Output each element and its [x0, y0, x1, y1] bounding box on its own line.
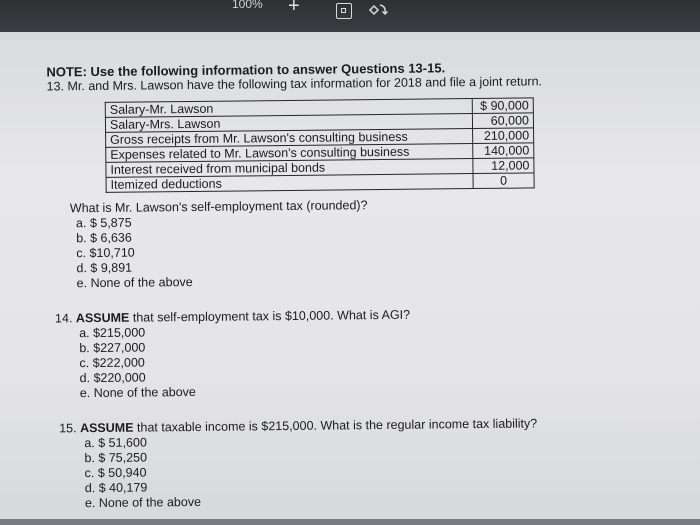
answer-option: e. None of the above [79, 384, 196, 401]
answer-option: c. $ 50,940 [84, 465, 147, 481]
question-text: that taxable income is $215,000. What is the regular income tax liability? [136, 416, 538, 435]
rotate-icon[interactable] [368, 2, 390, 20]
row-value: 12,000 [473, 158, 534, 174]
row-value: 210,000 [473, 128, 534, 144]
row-value: 0 [473, 173, 534, 189]
document-content [0, 32, 700, 525]
tax-info-table [105, 97, 535, 192]
answer-option: c. $222,000 [79, 355, 145, 371]
row-label: Gross receipts from Mr. Lawson's consulting business [106, 129, 473, 148]
row-label: Salary-Mrs. Lawson [105, 114, 472, 133]
document-page [0, 32, 700, 525]
row-value: 140,000 [473, 143, 534, 159]
answer-option: a. $ 51,600 [84, 435, 147, 451]
answer-option: b. $227,000 [79, 340, 146, 356]
answer-option: a. $215,000 [79, 325, 146, 341]
answer-option: e. None of the above [76, 274, 193, 291]
assume-label: ASSUME [75, 310, 130, 326]
row-label: Interest received from municipal bonds [106, 159, 473, 178]
question-number: 13. [46, 79, 65, 94]
plus-icon[interactable]: + [288, 0, 300, 17]
screen-bottom-edge [0, 519, 700, 525]
question-text: that self-employment tax is $10,000. What is AGI? [132, 307, 411, 325]
answer-option: b. $ 6,636 [76, 230, 132, 246]
answer-option: b. $ 75,250 [84, 450, 148, 466]
answer-option: a. $ 5,875 [75, 215, 132, 231]
answer-option: c. $10,710 [76, 245, 135, 261]
answer-option: d. $220,000 [79, 370, 146, 386]
assume-label: ASSUME [79, 420, 134, 436]
note-text: Use the following information to answer Questions 13-15. [90, 60, 446, 80]
question-number: 15. [59, 421, 77, 436]
question-text: Mr. and Mrs. Lawson have the following tax information for 2018 and file a joint return. [67, 74, 543, 94]
row-label: Salary-Mr. Lawson [105, 99, 472, 118]
answer-option: d. $ 40,179 [84, 480, 148, 496]
question-13-prompt: What is Mr. Lawson's self-employment tax (rounded)? [69, 198, 368, 216]
fit-page-icon[interactable] [336, 3, 352, 19]
row-label: Expenses related to Mr. Lawson's consulting business [106, 144, 473, 163]
question-15 [59, 416, 537, 435]
question-14 [55, 308, 410, 326]
note-label: NOTE: [46, 64, 87, 80]
viewer-toolbar [0, 0, 700, 32]
answer-option: e. None of the above [84, 494, 202, 511]
row-label: Itemized deductions [106, 174, 473, 193]
question-number: 14. [54, 311, 73, 326]
row-value: $ 90,000 [472, 98, 533, 114]
answer-option: d. $ 9,891 [76, 260, 133, 276]
row-value: 60,000 [472, 113, 533, 129]
zoom-level[interactable]: 100% [232, 0, 263, 11]
